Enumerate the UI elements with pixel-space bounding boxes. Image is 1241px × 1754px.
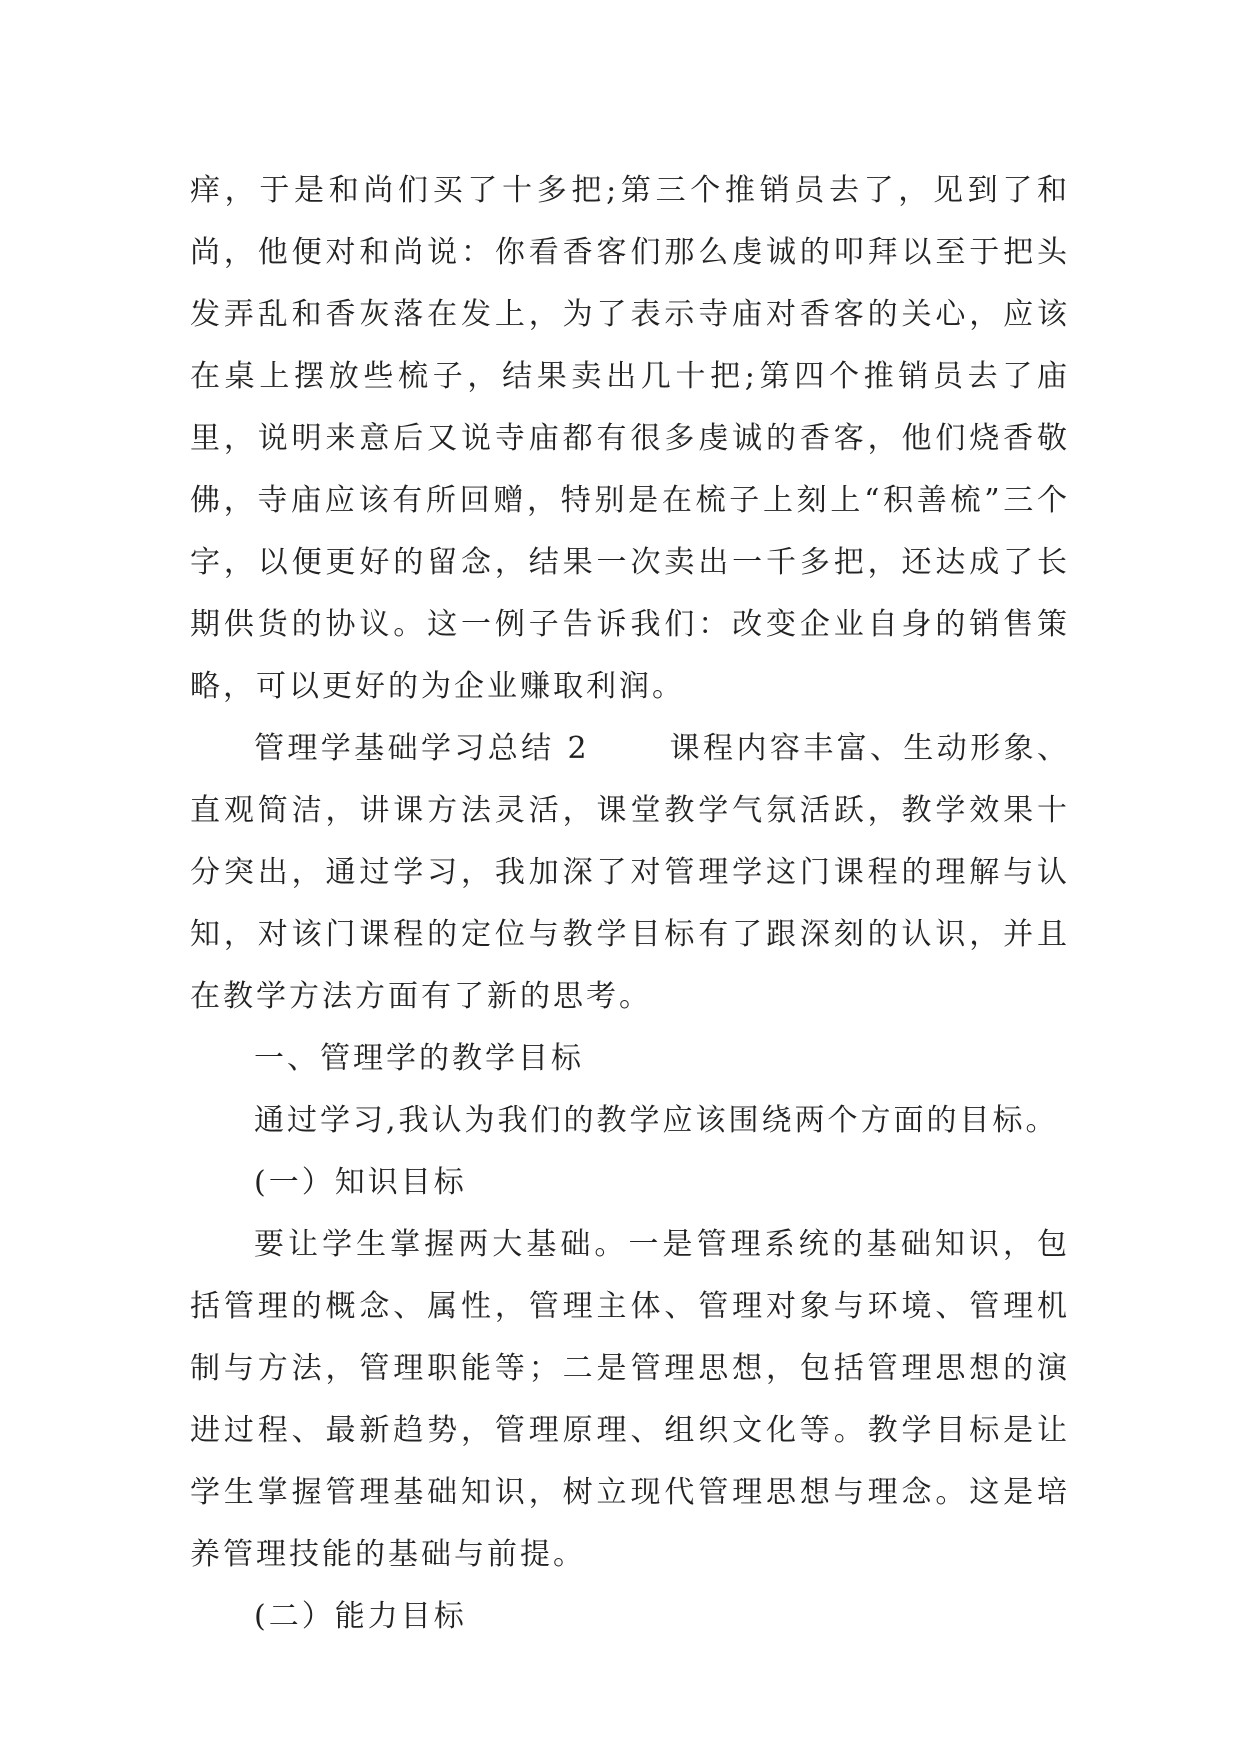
paragraph-story-continuation: 痒，于是和尚们买了十多把;第三个推销员去了，见到了和尚，他便对和尚说：你看香客们那么虔诚的叩拜以至于把头发弄乱和香灰落在发上，为了表示寺庙对香客的关心，应该在桌上摆放些梳子，结果卖出几十把;第四个推销员去了庙里，说明来意后又说寺庙都有很多虔诚的香客，他们烧香敬佛，寺庙应该有所回赠，特别是在梳子上刻上“积善梳”三个字，以便更好的留念，结果一次卖出一千多把，还达成了长期供货的协议。这一例子告诉我们：改变企业自身的销售策略，可以更好的为企业赚取利润。 <box>190 173 1070 704</box>
subheading-ability-goal: (二）能力目标 <box>254 1599 467 1634</box>
paragraph-summary-2: 管理学基础学习总结 2 课程内容丰富、生动形象、直观简洁，讲课方法灵活，课堂教学气氛活跃，教学效果十分突出，通过学习，我加深了对管理学这门课程的理解与认知，对该门课程的定位与教学目标有了跟深刻的认识，并且在教学方法方面有了新的思考。 <box>190 731 1070 1014</box>
section-heading-teaching-goals: 一、管理学的教学目标 <box>254 1041 584 1076</box>
document-body <box>190 160 1070 1648</box>
paragraph-two-goals: 通过学习,我认为我们的教学应该围绕两个方面的目标。 <box>254 1103 1059 1138</box>
subheading-knowledge-goal: (一）知识目标 <box>254 1165 467 1200</box>
paragraph-knowledge-goal: 要让学生掌握两大基础。一是管理系统的基础知识，包括管理的概念、属性，管理主体、管理对象与环境、管理机制与方法，管理职能等；二是管理思想，包括管理思想的演进过程、最新趋势，管理原理、组织文化等。教学目标是让学生掌握管理基础知识，树立现代管理思想与理念。这是培养管理技能的基础与前提。 <box>190 1227 1070 1572</box>
